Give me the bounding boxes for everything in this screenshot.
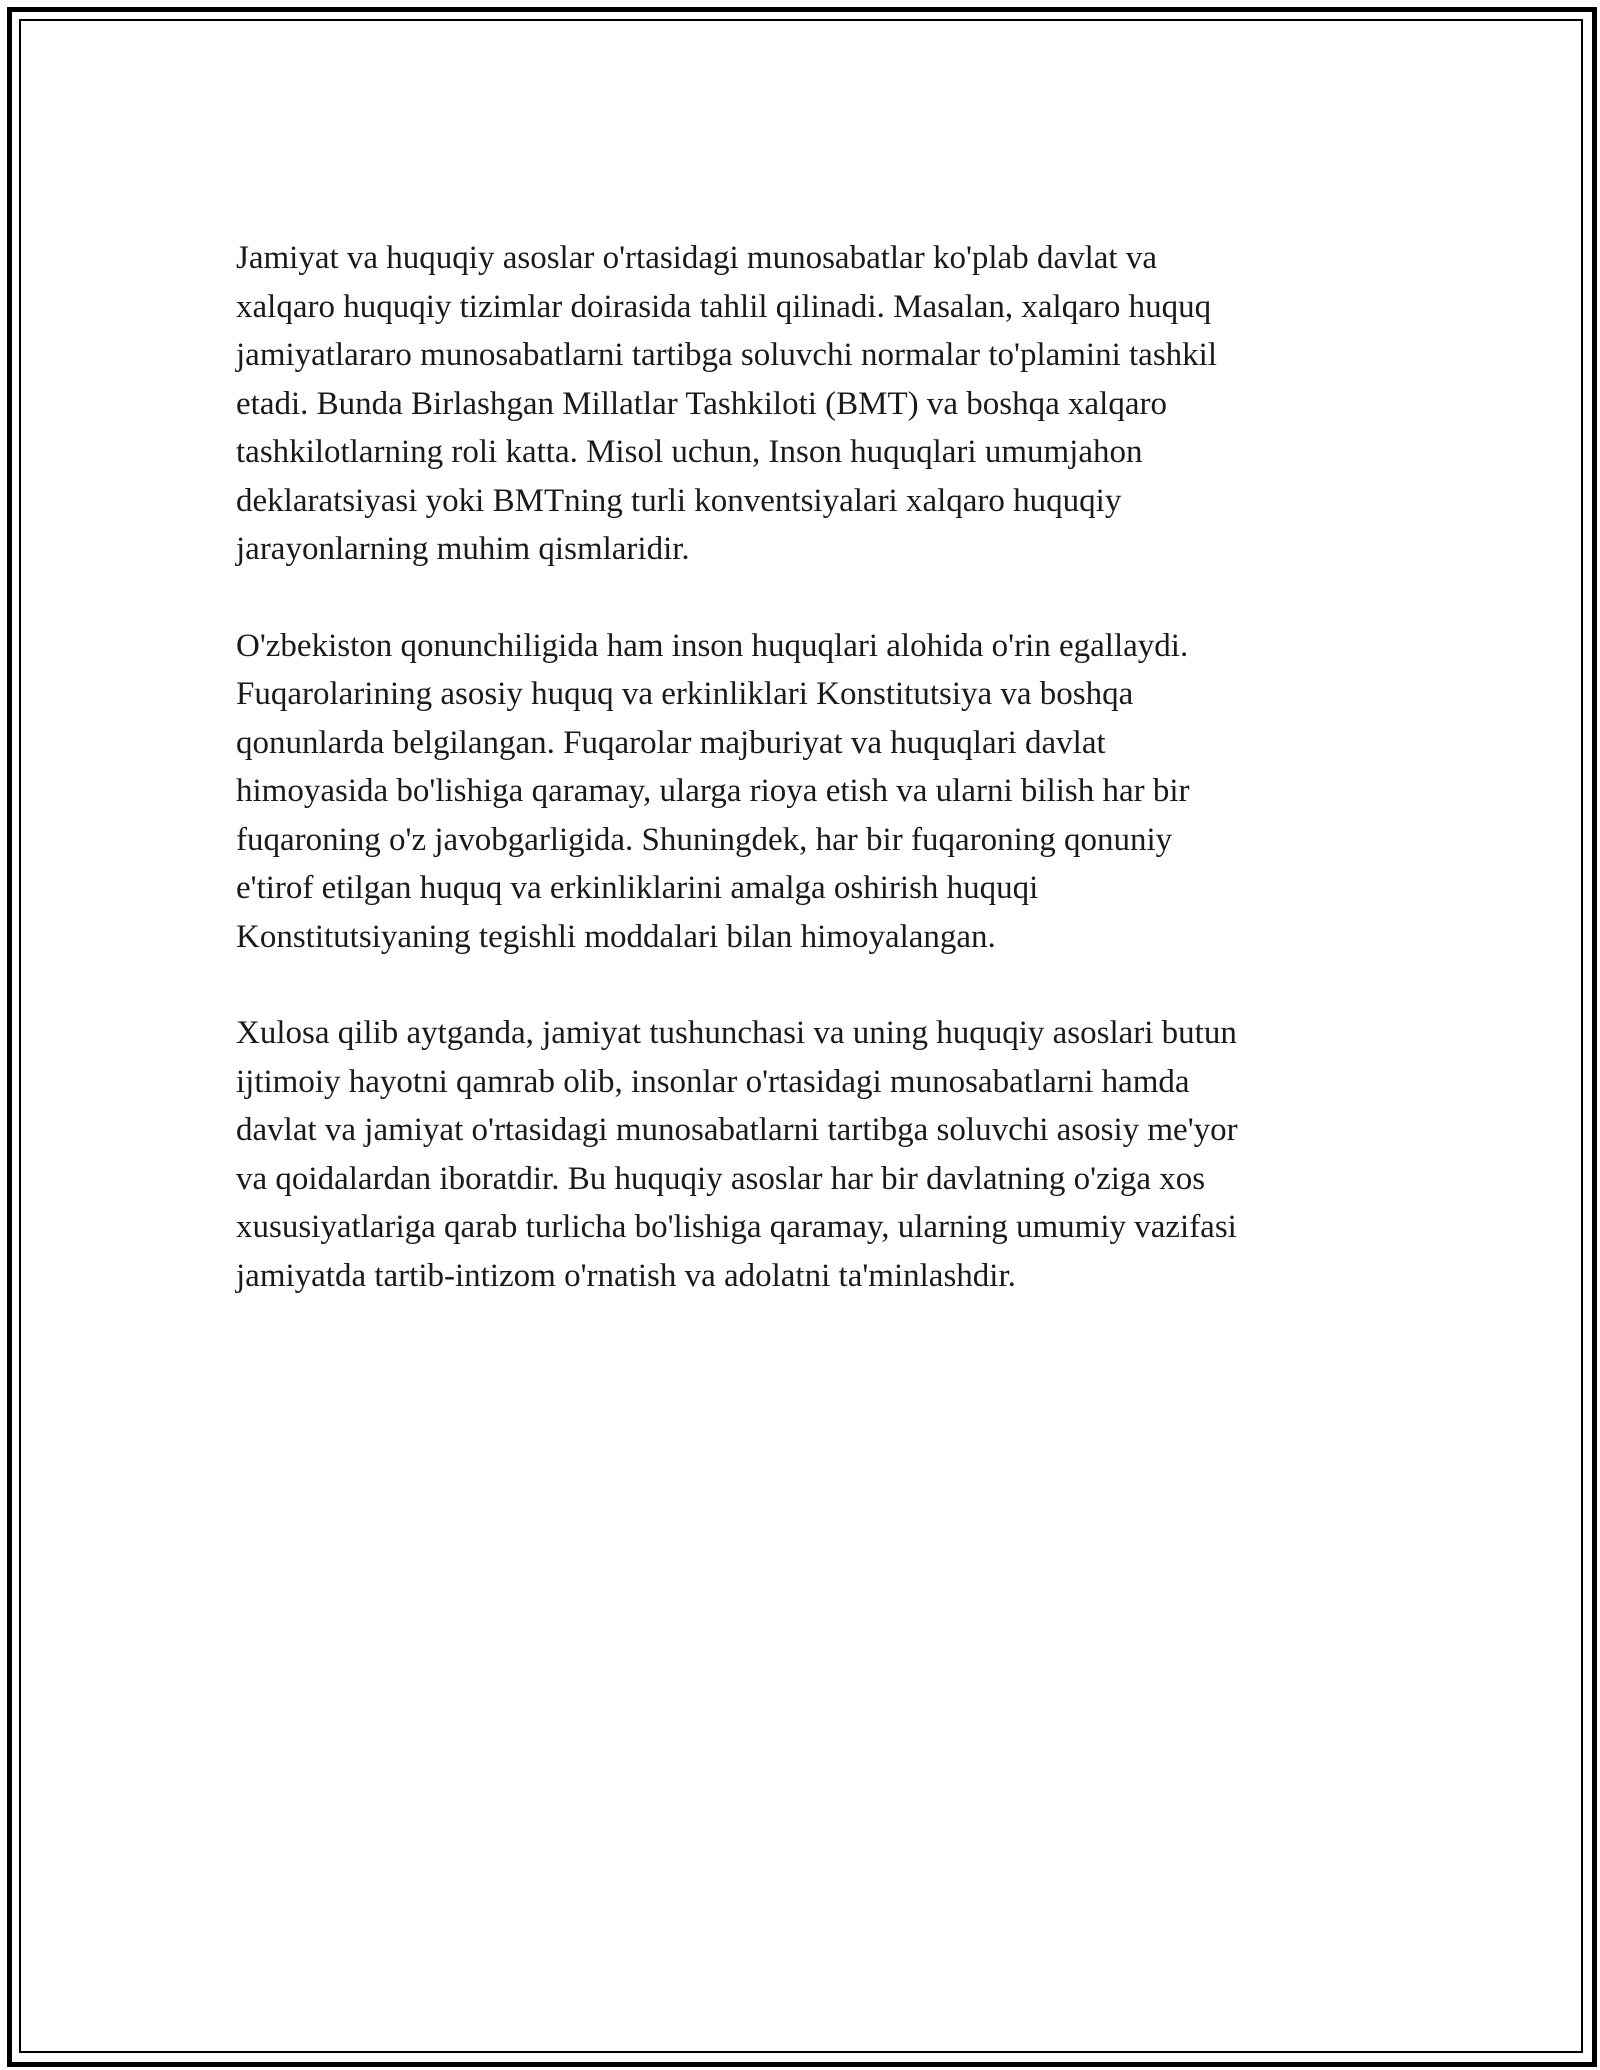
text-line: va qoidalardan iboratdir. Bu huquqiy asoslar har bir davlatning o'ziga xos xyxy=(236,1160,1206,1197)
text-line: davlat va jamiyat o'rtasidagi munosabatlarni tartibga soluvchi asosiy me'yor xyxy=(236,1112,1238,1148)
text-line: jamiyatda tartib-intizom o'rnatish va adolatni ta'minlashdir. xyxy=(236,1257,1016,1294)
document-body xyxy=(236,234,1376,1348)
text-line: fuqaroning o'z javobgarligida. Shuningdek, har bir fuqaroning qonuniy xyxy=(236,821,1173,858)
text-line: jarayonlarning muhim qismlaridir. xyxy=(236,531,690,567)
paragraph-2 xyxy=(236,622,1376,962)
text-line: qonunlarda belgilangan. Fuqarolar majburiyat va huquqlari davlat xyxy=(236,724,1106,761)
text-line: Konstitutsiyaning tegishli moddalari bilan himoyalangan. xyxy=(236,918,996,955)
text-line: ijtimoiy hayotni qamrab olib, insonlar o'rtasidagi munosabatlarni hamda xyxy=(236,1063,1190,1100)
text-line: himoyasida bo'lishiga qaramay, ularga rioya etish va ularni bilish har bir xyxy=(236,773,1190,809)
paragraph-3 xyxy=(236,1009,1376,1300)
text-line: Xulosa qilib aytganda, jamiyat tushunchasi va uning huquqiy asoslari butun xyxy=(236,1015,1237,1051)
text-line: O'zbekiston qonunchiligida ham inson huquqlari alohida o'rin egallaydi. xyxy=(236,627,1189,664)
text-line: xususiyatlariga qarab turlicha bo'lishiga qaramay, ularning umumiy vazifasi xyxy=(236,1209,1237,1245)
text-line: e'tirof etilgan huquq va erkinliklarini amalga oshirish huquqi xyxy=(236,870,1039,906)
text-line: tashkilotlarning roli katta. Misol uchun, Inson huquqlari umumjahon xyxy=(236,434,1143,470)
text-line: xalqaro huquqiy tizimlar doirasida tahlil qilinadi. Masalan, xalqaro huquq xyxy=(236,288,1212,325)
text-line: deklaratsiyasi yoki BMTning turli konventsiyalari xalqaro huquqiy xyxy=(236,482,1122,519)
text-line: etadi. Bunda Birlashgan Millatlar Tashkiloti (BMT) va boshqa xalqaro xyxy=(236,385,1167,422)
paragraph-1 xyxy=(236,234,1376,574)
text-line: Jamiyat va huquqiy asoslar o'rtasidagi munosabatlar ko'plab davlat va xyxy=(236,240,1157,276)
text-line: Fuqarolarining asosiy huquq va erkinliklari Konstitutsiya va boshqa xyxy=(236,676,1134,712)
text-line: jamiyatlararo munosabatlarni tartibga soluvchi normalar to'plamini tashkil xyxy=(236,337,1218,373)
